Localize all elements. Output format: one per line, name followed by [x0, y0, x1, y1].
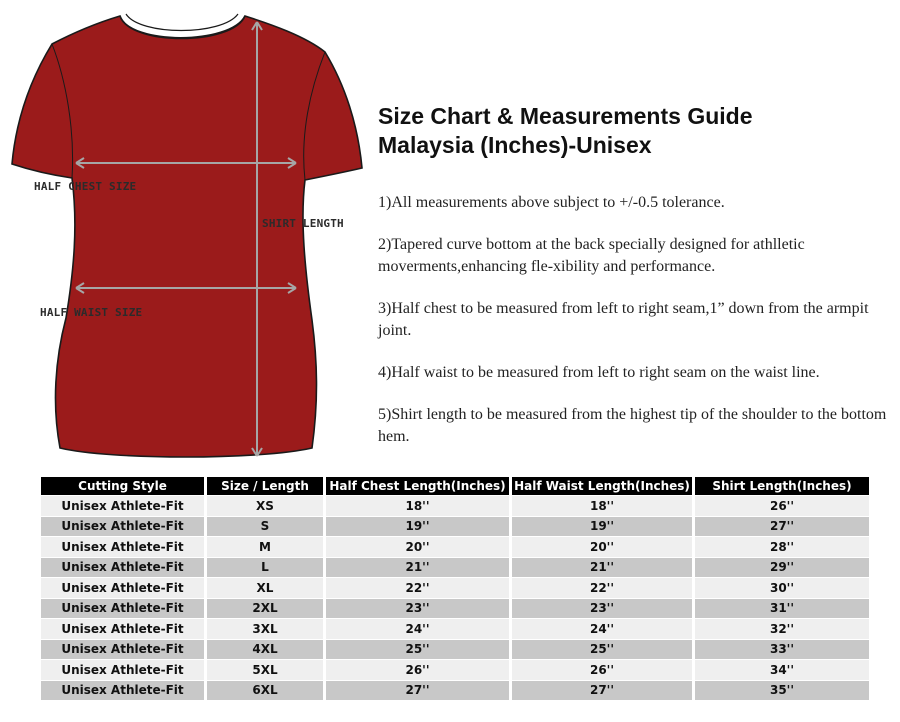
tshirt-collar-inner: [126, 14, 238, 31]
table-row: [41, 599, 869, 619]
cell-half-waist: 20'': [512, 537, 692, 557]
header-half-waist: Half Waist Length(Inches): [512, 477, 692, 495]
cell-shirt-length: 29'': [695, 558, 869, 578]
cell-cutting-style: Unisex Athlete-Fit: [41, 537, 204, 557]
cell-size: 2XL: [207, 599, 323, 619]
cell-shirt-length: 32'': [695, 619, 869, 639]
note-1: 1)All measurements above subject to +/-0.5 tolerance.: [378, 194, 725, 211]
cell-shirt-length: 34'': [695, 660, 869, 680]
cell-half-waist: 18'': [512, 496, 692, 516]
half-waist-label: HALF WAIST SIZE: [40, 306, 143, 319]
header-size-length: Size / Length: [207, 477, 323, 495]
tshirt-illustration: [0, 0, 370, 470]
table-row: [41, 537, 869, 557]
cell-half-chest: 27'': [326, 681, 509, 701]
note-5: 5)Shirt length to be measured from the highest tip of the shoulder to the bottom hem.: [378, 406, 887, 445]
table-row: [41, 558, 869, 578]
cell-cutting-style: Unisex Athlete-Fit: [41, 619, 204, 639]
cell-half-chest: 23'': [326, 599, 509, 619]
cell-size: S: [207, 517, 323, 537]
cell-half-waist: 19'': [512, 517, 692, 537]
cell-shirt-length: 33'': [695, 640, 869, 660]
cell-size: 4XL: [207, 640, 323, 660]
table-row: [41, 640, 869, 660]
cell-cutting-style: Unisex Athlete-Fit: [41, 681, 204, 701]
cell-size: 5XL: [207, 660, 323, 680]
cell-half-waist: 22'': [512, 578, 692, 598]
header-shirt-length: Shirt Length(Inches): [695, 477, 869, 495]
cell-half-chest: 18'': [326, 496, 509, 516]
cell-half-chest: 25'': [326, 640, 509, 660]
cell-cutting-style: Unisex Athlete-Fit: [41, 660, 204, 680]
cell-cutting-style: Unisex Athlete-Fit: [41, 517, 204, 537]
cell-half-chest: 19'': [326, 517, 509, 537]
cell-size: M: [207, 537, 323, 557]
half-chest-label: HALF CHEST SIZE: [34, 180, 137, 193]
cell-half-waist: 26'': [512, 660, 692, 680]
cell-half-waist: 21'': [512, 558, 692, 578]
tshirt-diagram: [0, 0, 370, 470]
header-half-chest: Half Chest Length(Inches): [326, 477, 509, 495]
cell-cutting-style: Unisex Athlete-Fit: [41, 558, 204, 578]
page-title: [378, 102, 888, 160]
cell-size: L: [207, 558, 323, 578]
table-row: [41, 517, 869, 537]
cell-size: 6XL: [207, 681, 323, 701]
cell-size: XL: [207, 578, 323, 598]
tshirt-body: [12, 16, 362, 457]
cell-cutting-style: Unisex Athlete-Fit: [41, 496, 204, 516]
cell-shirt-length: 31'': [695, 599, 869, 619]
cell-half-chest: 21'': [326, 558, 509, 578]
title-line-1: Size Chart & Measurements Guide: [378, 103, 753, 129]
table-row: [41, 681, 869, 701]
cell-cutting-style: Unisex Athlete-Fit: [41, 640, 204, 660]
cell-cutting-style: Unisex Athlete-Fit: [41, 599, 204, 619]
cell-size: 3XL: [207, 619, 323, 639]
cell-shirt-length: 28'': [695, 537, 869, 557]
cell-half-waist: 23'': [512, 599, 692, 619]
cell-shirt-length: 30'': [695, 578, 869, 598]
cell-half-waist: 27'': [512, 681, 692, 701]
note-2: 2)Tapered curve bottom at the back specially designed for athlletic moverments,enhancing fle-xibility and performance.: [378, 236, 805, 275]
size-chart-table: [38, 476, 872, 701]
cell-shirt-length: 35'': [695, 681, 869, 701]
cell-shirt-length: 26'': [695, 496, 869, 516]
cell-half-chest: 20'': [326, 537, 509, 557]
note-3: 3)Half chest to be measured from left to right seam,1” down from the armpit joint.: [378, 300, 869, 339]
cell-half-chest: 26'': [326, 660, 509, 680]
table-row: [41, 578, 869, 598]
title-line-2: Malaysia (Inches)-Unisex: [378, 132, 652, 158]
measurement-notes: [378, 192, 888, 468]
table-row: [41, 496, 869, 516]
table-row: [41, 660, 869, 680]
cell-shirt-length: 27'': [695, 517, 869, 537]
cell-half-chest: 24'': [326, 619, 509, 639]
shirt-length-label: SHIRT LENGTH: [262, 217, 344, 230]
note-4: 4)Half waist to be measured from left to right seam on the waist line.: [378, 364, 820, 381]
table-row: [41, 619, 869, 639]
cell-cutting-style: Unisex Athlete-Fit: [41, 578, 204, 598]
cell-size: XS: [207, 496, 323, 516]
table-header-row: [41, 477, 869, 495]
cell-half-waist: 25'': [512, 640, 692, 660]
header-cutting-style: Cutting Style: [41, 477, 204, 495]
cell-half-chest: 22'': [326, 578, 509, 598]
cell-half-waist: 24'': [512, 619, 692, 639]
